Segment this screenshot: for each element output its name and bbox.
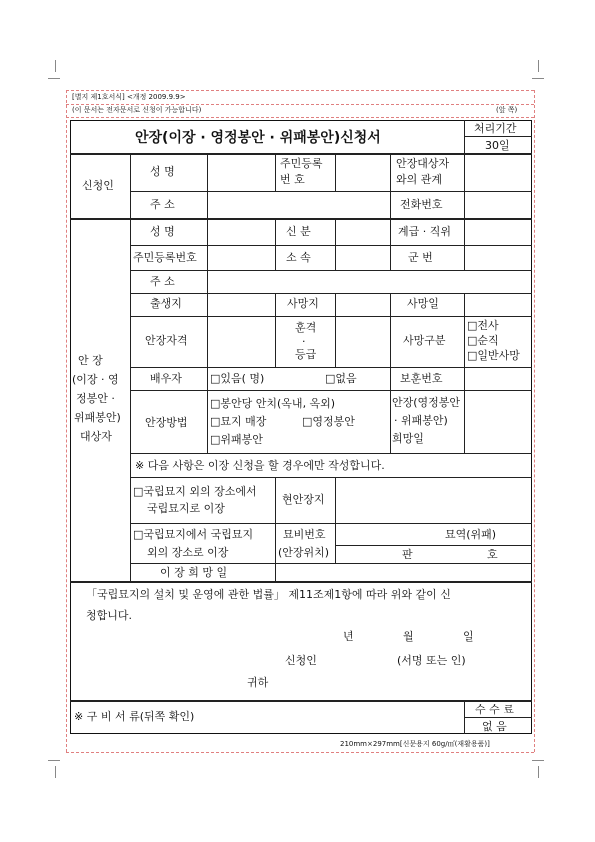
- crop-mark: [55, 766, 56, 778]
- spouse-no-checkbox[interactable]: □없음: [325, 372, 357, 385]
- recipient-label: 귀하: [247, 676, 269, 689]
- date-day-label: 일: [463, 630, 474, 643]
- grave-seat-label: 호: [487, 548, 498, 561]
- decoration-label: 훈격: [295, 321, 317, 334]
- crop-mark: [538, 60, 539, 72]
- decoration-label: ·: [302, 335, 306, 348]
- death-option-duty[interactable]: □순직: [467, 334, 499, 347]
- subject-section-line: (이장 · 영: [72, 373, 119, 386]
- method-option-burial[interactable]: □묘지 매장: [210, 415, 267, 428]
- applicant-rrn-label: 주민등록: [280, 157, 323, 170]
- spouse-label: 배우자: [150, 372, 182, 385]
- declaration-text-2: 청합니다.: [86, 609, 133, 622]
- page-guide: [66, 752, 534, 753]
- method-option-portrait[interactable]: □영정봉안: [302, 415, 355, 428]
- signature-label: (서명 또는 인): [397, 654, 466, 667]
- processing-period-label: 처리기간: [474, 122, 517, 135]
- death-option-general[interactable]: □일반사망: [467, 349, 520, 362]
- decoration-label: 등급: [295, 348, 317, 361]
- method-label: 안장방법: [145, 416, 188, 429]
- current-site-label: 현안장지: [282, 493, 325, 506]
- declaration-text: 「국립묘지의 설치 및 운영에 관한 법률」 제11조제1항에 따라 위와 같이 신: [86, 588, 451, 601]
- relocate-from-national-checkbox[interactable]: □국립묘지에서 국립묘지: [133, 528, 254, 541]
- required-documents-label: ※ 구 비 서 류(뒤쪽 확인): [74, 710, 195, 723]
- page-guide: [66, 90, 67, 752]
- date-month-label: 월: [403, 630, 414, 643]
- crop-mark: [48, 760, 60, 761]
- hope-date-label: 희망일: [392, 432, 424, 445]
- death-option-combat[interactable]: □전사: [467, 319, 499, 332]
- subject-section-line: 안 장: [78, 354, 103, 367]
- grave-number-label: 묘비번호: [283, 528, 326, 541]
- applicant-section-label: 신청인: [82, 179, 114, 192]
- hope-date-label: · 위패봉안): [394, 414, 448, 427]
- veteran-no-label: 보훈번호: [400, 372, 443, 385]
- page-guide: [66, 117, 534, 118]
- applicant-phone-label: 전화번호: [400, 198, 443, 211]
- processing-period-value: 30일: [485, 139, 510, 152]
- form-number: [별지 제1호서식] <개정 2009.9.9>: [72, 93, 186, 101]
- grave-area-label: 묘역(위패): [445, 528, 497, 541]
- crop-mark: [55, 60, 56, 72]
- grave-number-label: (안장위치): [278, 546, 330, 559]
- crop-mark: [48, 78, 60, 79]
- method-option-tablet[interactable]: □위패봉안: [210, 433, 263, 446]
- relocation-note: ※ 다음 사항은 이장 신청을 할 경우에만 작성합니다.: [135, 459, 385, 472]
- applicant-address-label: 주 소: [150, 198, 175, 211]
- qualification-label: 안장자격: [145, 334, 188, 347]
- page-guide: [66, 90, 534, 91]
- crop-mark: [538, 766, 539, 778]
- method-option-enshrine[interactable]: □봉안당 안치(옥내, 옥외): [210, 397, 336, 410]
- subject-rank-label: 계급 · 직위: [398, 225, 451, 238]
- date-year-label: 년: [343, 630, 354, 643]
- subject-status-label: 신 분: [286, 225, 311, 238]
- subject-rrn-label: 주민등록번호: [133, 251, 197, 264]
- form-title: 안장(이장 · 영정봉안 · 위패봉안)신청서: [135, 130, 381, 146]
- signer-label: 신청인: [285, 654, 317, 667]
- subject-section-line: 정봉안 ·: [76, 392, 115, 405]
- subject-address-label: 주 소: [150, 275, 175, 288]
- subject-section-line: 위패봉안): [74, 411, 121, 424]
- subject-section-line: 대상자: [80, 430, 112, 443]
- relocation-desired-date-label: 이 장 희 망 일: [160, 566, 228, 579]
- applicant-name-label: 성 명: [150, 165, 175, 178]
- relocate-to-national-checkbox[interactable]: □국립묘지 외의 장소에서: [133, 485, 257, 498]
- fee-value: 없 음: [482, 720, 507, 733]
- hope-date-label: 안장(영정봉안: [392, 396, 461, 409]
- death-place-label: 사망지: [287, 297, 319, 310]
- applicant-relation-label: 안장대상자: [396, 157, 450, 170]
- spouse-yes-checkbox[interactable]: □있음( 명): [210, 372, 265, 385]
- crop-mark: [532, 78, 544, 79]
- birthplace-label: 출생지: [150, 297, 182, 310]
- subject-unit-label: 소 속: [286, 251, 311, 264]
- applicant-rrn-label-2: 번 호: [280, 173, 305, 186]
- page-side: (앞 쪽): [496, 106, 518, 114]
- page-guide: [534, 90, 535, 752]
- death-date-label: 사망일: [407, 297, 439, 310]
- fee-label: 수 수 료: [475, 703, 514, 716]
- paper-spec: 210mm×297mm[신문용지 60g/㎡(재활용품)]: [340, 740, 490, 748]
- crop-mark: [532, 760, 544, 761]
- relocate-to-national-text: 국립묘지로 이장: [147, 502, 225, 515]
- grave-row-label: 판: [402, 548, 413, 561]
- subject-service-no-label: 군 번: [408, 251, 433, 264]
- relocate-from-national-text: 외의 장소로 이장: [147, 546, 229, 559]
- e-document-notice: (이 문서는 전자문서로 신청이 가능합니다): [72, 106, 202, 114]
- page-guide: [66, 104, 534, 105]
- subject-name-label: 성 명: [150, 225, 175, 238]
- applicant-relation-label-2: 와의 관계: [396, 173, 443, 186]
- death-type-label: 사망구분: [403, 334, 446, 347]
